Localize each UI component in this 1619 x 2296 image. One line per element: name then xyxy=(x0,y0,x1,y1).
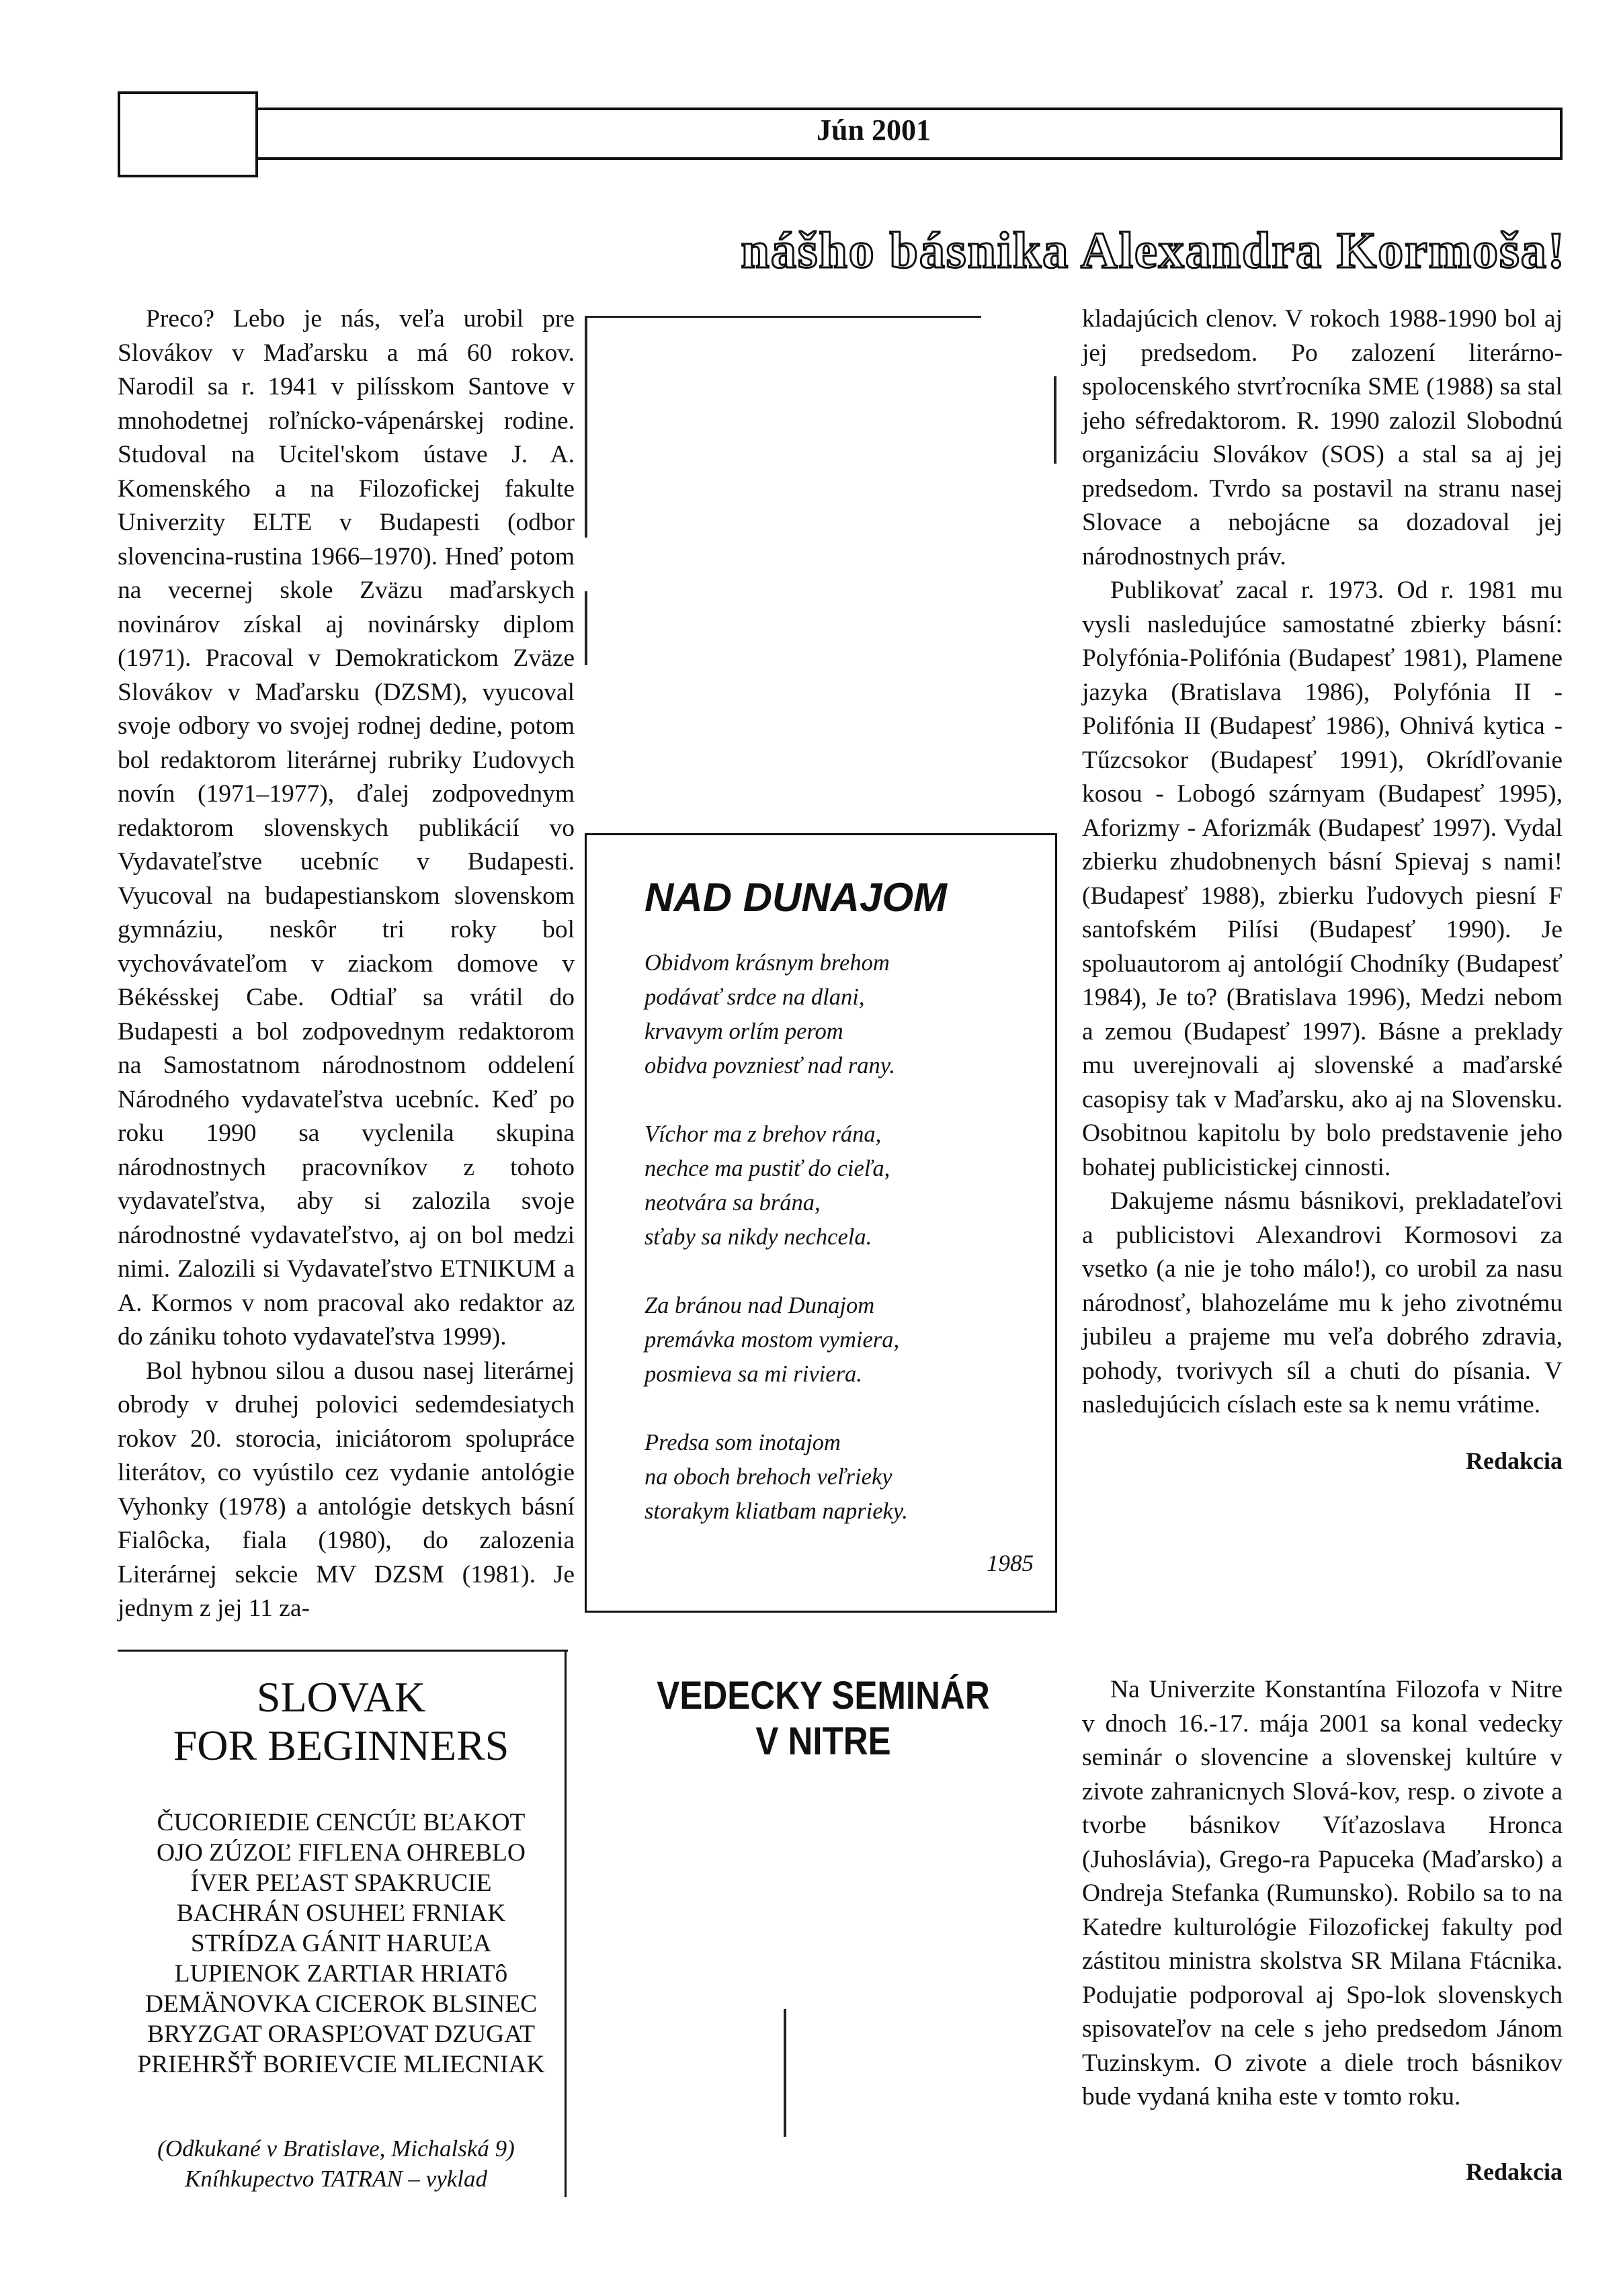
sfb-word-line: BRYZGAT ORASPĽOVAT DZUGAT xyxy=(147,2021,536,2048)
sfb-note-line: (Odkukané v Bratislave, Michalská 9) xyxy=(157,2135,515,2162)
sfb-word-line: ÍVER PEĽAST SPAKRUCIE xyxy=(190,1869,492,1897)
left-paragraph-1: Preco? Lebo je nás, veľa urobil pre Slovákov v Maďarsku a má 60 rokov. Narodil sa r. 1941 v pilísskom Santove v mnohodetnej roľnícko-vápenárskej rodine. Studoval na Ucitel'skom ústave J. A. Komenského a na Filozofickej fakulte Univerzity ELTE v Budapesti (odbor slovencina-rustina 1966–1970). Hneď potom na vecernej skole Zväzu maďarskych novinárov získal aj novinársky diplom (1971). Pracoval v Demokratickom Zväze Slovákov v Maďarsku (DZSM), vyucoval svoje odbory vo svojej rodnej dedine, potom bol redaktorom literárnej rubriky Ľudovych novín (1971–1977), ďalej zodpovednym redaktorom slovenskych publikácií vo Vydavateľstve ucebníc v Budapesti. Vyucoval na budapestianskom slovenskom gymnáziu, neskôr tri roky bol vychovávateľom v ziackom domove v Békésskej Cabe. Odtiaľ sa vrátil do Budapesti a bol zodpovednym redaktorom na Samostatnom národnostnom oddelení Národného vydavateľstva ucebníc. Keď po roku 1990 sa vyclenila skupina národnostnych pracovníkov z tohoto vydavateľstva, aby si zalozila svoje národnostné vydavateľstvo, aj on bol medzi nimi. Zalozili si Vydavateľstvo ETNIKUM a A. Kormos v nom pracoval ako redaktor az do zániku tohoto vydavateľstva 1999). xyxy=(118,305,575,1351)
seminar-paragraph: Na Univerzite Konstantína Filozofa v Nitre v dnoch 16.-17. mája 2001 sa konal vedecky seminár o slovencine a slovenskej kultúre v zivote zahranicnych Slová-kov, resp. o zivote a tvorbe básnikov Víťazoslava Hronca (Juhoslávia), Grego-ra Papuceka (Maďarsko) a Ondreja Stefanka (Rumunsko). Robilo sa to na Katedre kulturológie Filozofickej fakulty pod zástitou ministra skolstva SR Milana Ftácnika. Podujatie podporoval aj Spo-lok slovenskych spisovateľov na cele s jeho predsedom Jánom Tuzinskym. O zivote a diele troch básnikov bude vydaná kniha este v tomto roku. xyxy=(1082,1676,1563,2111)
poem-stanza xyxy=(645,946,1055,1083)
poem-line: Víchor ma z brehov rána, xyxy=(645,1121,882,1147)
poem-line: Predsa som inotajom xyxy=(645,1430,841,1455)
seminar-title xyxy=(614,1673,1034,1764)
section-divider xyxy=(118,1650,568,1652)
poem-stanza xyxy=(645,1117,1055,1255)
sfb-word-list xyxy=(118,1808,565,2080)
seminar-mark xyxy=(784,2009,786,2137)
sfb-title-line: SLOVAK xyxy=(256,1673,426,1721)
right-paragraph-2: Publikovať zacal r. 1973. Od r. 1981 mu vysli nasledujúce samostatné zbierky básní: Polyfónia-Polifónia (Budapesť 1981), Plamene jazyka (Bratislava 1986), Polyfónia II - Polifónia II (Budapesť 1986), Ohnivá kytica - Tűzcsokor (Budapesť 1991), Okrídľovanie kosou - Lobogó szárnyam (Budapesť 1995), Aforizmy - Aforizmák (Budapesť 1997). Vydal zbierku zhudobnenych básní Spievaj s nami! (Budapesť 1988), zbierku ľudovych piesní F santofském Pilísi (Budapesť 1990). Je spoluautorom aj antológií Chodníky (Budapesť 1984), Je to? (Bratislava 1996), Medzi nebom a zemou (Budapesť 1997). Básne a preklady mu uverejnovali aj slovenské a maďarské casopisy tak v Maďarsku, ako aj na Slovensku. Osobitnou kapitolu by bolo predstavenie jeho bohatej publicistickej cinnosti. xyxy=(1082,577,1563,1181)
poem-line: podávať srdce na dlani, xyxy=(645,984,865,1010)
left-paragraph-2: Bol hybnou silou a dusou nasej literárnej obrody v druhej polovici sedemdesiatych rokov 20. storocia, iniciátorom spolupráce literátov, co vyústilo cez vydanie antológie Vyhonky (1978) a antológie detskych básní Fialôcka, fiala (1980), do zalozenia Literárnej sekcie MV DZSM (1981). Je jednym z jej 11 za- xyxy=(118,1357,575,1622)
header-logo-box xyxy=(118,91,258,177)
right-signature: Redakcia xyxy=(1466,1447,1563,1474)
seminar-text-column xyxy=(1082,1673,1563,2188)
sfb-word-line: ČUCORIEDIE CENCÚĽ BĽAKOT xyxy=(157,1809,526,1836)
sfb-title xyxy=(118,1673,565,1770)
sfb-word-line: BACHRÁN OSUHEĽ FRNIAK xyxy=(176,1900,506,1927)
seminar-signature: Redakcia xyxy=(1466,2158,1563,2185)
sfb-title-line: FOR BEGINNERS xyxy=(173,1721,509,1769)
photo-frame-left xyxy=(585,316,587,538)
poem-line: sťaby sa nikdy nechcela. xyxy=(645,1224,872,1250)
seminar-title-line: VEDECKY SEMINÁR xyxy=(657,1674,990,1717)
poem-stanza xyxy=(645,1289,1055,1392)
poem-line: nechce ma pustiť do cieľa, xyxy=(645,1156,890,1181)
sfb-word-line: PRIEHRŠŤ BORIEVCIE MLIECNIAK xyxy=(137,2051,545,2078)
poem-line: Za bránou nad Dunajom xyxy=(645,1293,875,1318)
poem-date: 1985 xyxy=(987,1550,1034,1576)
poem-line: storakym kliatbam naprieky. xyxy=(645,1498,908,1524)
sfb-word-line: LUPIENOK ZARTIAR HRIATô xyxy=(174,1960,508,1988)
photo-frame-left-lower xyxy=(585,591,587,665)
issue-date: Jún 2001 xyxy=(817,114,931,146)
poem-box xyxy=(585,833,1057,1613)
sfb-note xyxy=(81,2133,591,2194)
poem-line: Obidvom krásnym brehom xyxy=(645,950,890,976)
poem-line: neotvára sa brána, xyxy=(645,1190,821,1216)
sfb-note-line: Kníhkupectvo TATRAN – vyklad xyxy=(184,2166,488,2192)
right-column xyxy=(1082,302,1563,1478)
sfb-word-line: OJO ZÚZOĽ FIFLENA OHREBLO xyxy=(157,1839,526,1867)
poem-line: posmieva sa mi riviera. xyxy=(645,1361,862,1387)
column-divider xyxy=(565,1650,567,2197)
poem-line: premávka mostom vymiera, xyxy=(645,1327,900,1353)
poem-title: NAD DUNAJOM xyxy=(645,875,947,920)
photo-frame-top xyxy=(585,316,981,318)
right-paragraph-1: kladajúcich clenov. V rokoch 1988-1990 bol aj jej predsedom. Po zalození literárno-spolocenského stvrťrocníka SME (1988) sa stal jeho séfredaktorom. R. 1990 zalozil Slobodnú organizáciu Slovákov (SOS) a stal sa aj jej predsedom. Tvrdo sa postavil na stranu nasej Slovace a nebojácne sa dozadoval jej národnostnych práv. xyxy=(1082,305,1563,570)
sfb-word-line: DEMÄNOVKA CICEROK BLSINEC xyxy=(144,1990,538,2018)
left-column xyxy=(118,302,575,1626)
seminar-title-line: V NITRE xyxy=(755,1719,891,1763)
photo-frame-right xyxy=(1054,376,1056,464)
poem-line: na oboch brehoch veľrieky xyxy=(645,1464,892,1490)
poem-body xyxy=(645,946,1055,1529)
poem-stanza xyxy=(645,1426,1055,1529)
poem-line: krvavym orlím perom xyxy=(645,1019,843,1044)
right-paragraph-3: Dakujeme násmu básnikovi, prekladateľovi a publicistovi Alexandrovi Kormosovi za vsetko (a nie je toho málo!), co urobil za nasu národnosť, blahozeláme mu k jeho zivotnému jubileu a prajeme mu veľa dobrého zdravia, pohody, tvorivych síl a chuti do písania. V nasledujúcich císlach este sa k nemu vrátime. xyxy=(1082,1187,1563,1418)
poem-line: obidva povzniesť nad rany. xyxy=(645,1053,895,1078)
headline: nášho básnika Alexandra Kormoša! xyxy=(741,222,1566,279)
sfb-word-line: STRÍDZA GÁNIT HARUĽA xyxy=(190,1930,492,1957)
